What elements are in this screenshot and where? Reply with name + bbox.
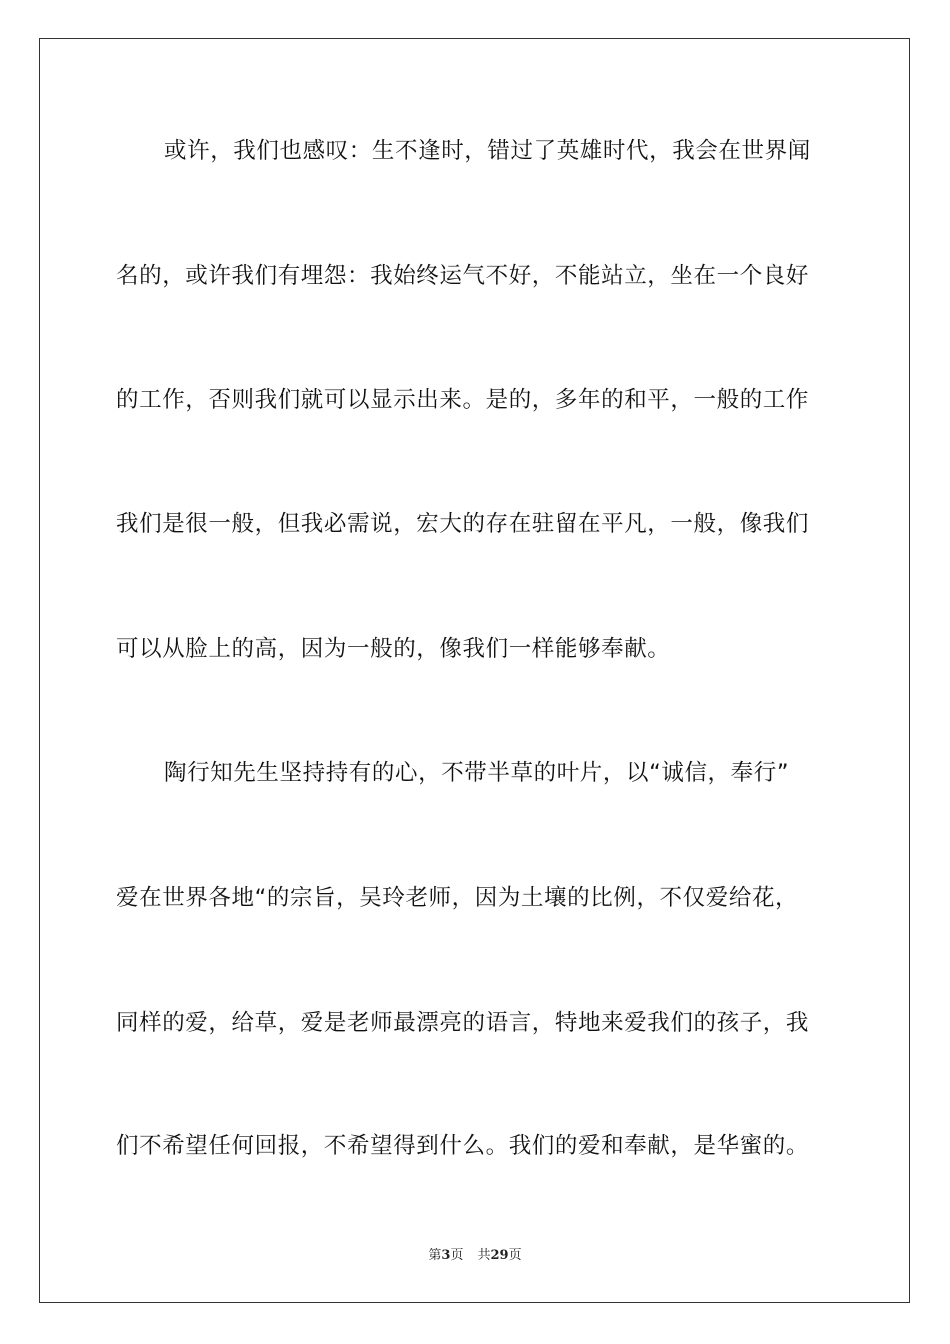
page-footer	[0, 1247, 950, 1265]
total-page-count: 29	[490, 1248, 509, 1263]
paragraph-2-line-4: 们不希望任何回报，不希望得到什么。我们的爱和奉献，是华蜜的。	[116, 1133, 810, 1159]
total-suffix: 页	[508, 1248, 522, 1263]
paragraph-1-line-4: 我们是很一般，但我必需说，宏大的存在驻留在平凡，一般，像我们	[116, 511, 810, 537]
page-suffix: 页	[450, 1248, 464, 1263]
paragraph-2-line-3: 同样的爱，给草，爱是老师最漂亮的语言，特地来爱我们的孩子，我	[116, 1010, 810, 1036]
paragraph-1-line-3: 的工作，否则我们就可以显示出来。是的，多年的和平，一般的工作	[116, 387, 810, 413]
current-page-number: 3	[441, 1248, 451, 1263]
paragraph-2-line-1: 陶行知先生坚持持有的心，不带半草的叶片，以“诚信，奉行”	[164, 760, 790, 786]
paragraph-1-line-1: 或许，我们也感叹：生不逢时，错过了英雄时代，我会在世界闻	[164, 138, 811, 164]
total-prefix: 共	[477, 1248, 491, 1263]
page-prefix: 第	[428, 1248, 442, 1263]
paragraph-1-line-2: 名的，或许我们有埋怨：我始终运气不好，不能站立，坐在一个良好	[116, 263, 810, 289]
page-border	[39, 38, 910, 1303]
paragraph-1-line-5: 可以从脸上的高，因为一般的，像我们一样能够奉献。	[116, 636, 671, 662]
paragraph-2-line-2: 爱在世界各地“的宗旨，吴玲老师，因为土壤的比例，不仅爱给花，	[116, 885, 799, 911]
